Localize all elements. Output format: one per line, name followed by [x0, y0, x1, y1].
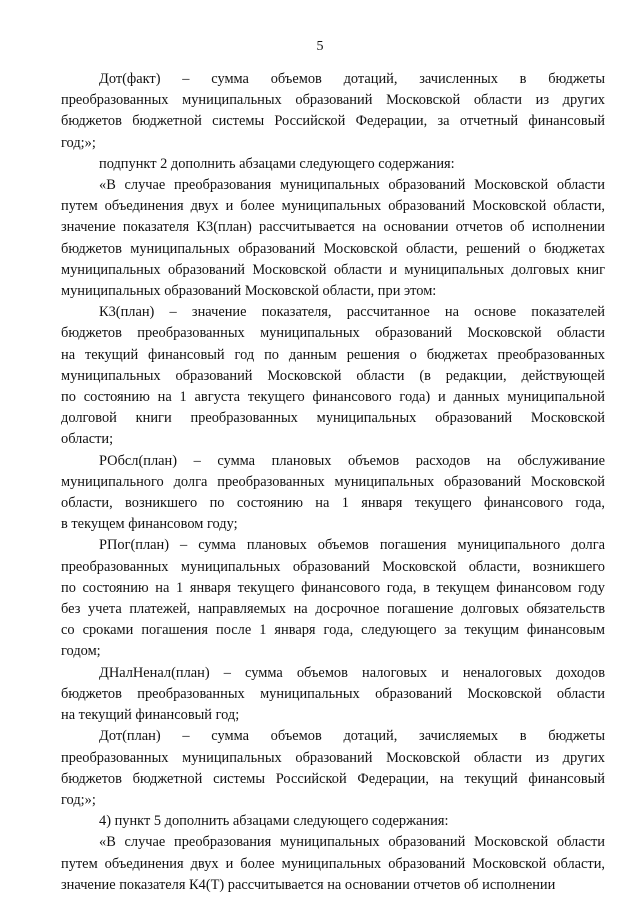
text-line: год;»; [61, 791, 96, 808]
paragraph-point-5 [61, 811, 605, 832]
text-line: РОбсл(план) – сумма плановых объемов расходов на обслуживание [99, 452, 605, 469]
text-line: преобразованных муниципальных образований Московской области из других [61, 92, 605, 109]
text-line: Дот(план) – сумма объемов дотаций, зачисляемых в бюджеты [99, 728, 605, 745]
text-line: муниципального долга преобразованных муниципальных образований Московской [61, 473, 605, 490]
text-line: ДНалНенал(план) – сумма объемов налоговых и неналоговых доходов [99, 664, 605, 681]
text-line: путем объединения двух и более муниципальных образований Московской области, [61, 855, 605, 872]
text-line: «В случае преобразования муниципальных образований Московской области [99, 834, 605, 851]
text-line: муниципальных образований Московской области, при этом: [61, 283, 437, 300]
text-line: в текущем финансовом году; [61, 516, 238, 533]
text-line: преобразованных муниципальных образований Московской области, возникшего [61, 558, 605, 575]
text-line: бюджетов преобразованных муниципальных образований Московской области [61, 325, 605, 342]
text-line: по состоянию на 1 августа текущего финансового года) и данных муниципальной [61, 389, 605, 406]
text-line: области, возникшего по состоянию на 1 января текущего финансового года, [61, 495, 605, 512]
text-line: бюджетов бюджетной системы Российской Федерации, на текущий финансовый [61, 770, 605, 787]
text-line: на текущий финансовый год; [61, 707, 240, 724]
text-line: «В случае преобразования муниципальных образований Московской области [99, 177, 605, 194]
text-line: значение показателя К4(Т) рассчитывается на основании отчетов об исполнении [61, 876, 556, 893]
paragraph-dnalnenal-plan [61, 663, 605, 727]
text-line: путем объединения двух и более муниципальных образований Московской области, [61, 198, 605, 215]
paragraph-k3-plan [61, 302, 605, 450]
paragraph-robsl-plan [61, 451, 605, 536]
paragraph-dot-plan [61, 726, 605, 811]
text-line: подпункт 2 дополнить абзацами следующего содержания: [99, 155, 455, 172]
text-line: РПог(план) – сумма плановых объемов погашения муниципального долга [99, 537, 605, 554]
text-line: бюджетов преобразованных муниципальных образований Московской области [61, 685, 605, 702]
document-body [61, 69, 605, 896]
page-number: 5 [316, 39, 324, 54]
text-line: со сроками погашения после 1 января года, следующего за текущим финансовым [61, 622, 605, 639]
text-line: Дот(факт) – сумма объемов дотаций, зачисленных в бюджеты [99, 71, 605, 87]
paragraph-k3-intro [61, 175, 605, 302]
paragraph-rpog-plan [61, 535, 605, 662]
text-line: значение показателя К3(план) рассчитывается на основании отчетов об исполнении [61, 219, 605, 236]
text-line: бюджетов бюджетной системы Российской Федерации, за отчетный финансовый [61, 113, 605, 130]
text-line: преобразованных муниципальных образований Московской области из других [61, 749, 605, 766]
text-line: годом; [61, 643, 101, 660]
text-line: без учета платежей, направляемых на досрочное погашение долговых обязательств [61, 601, 605, 618]
text-line: бюджетов муниципальных образований Московской области, решений о бюджетах [61, 240, 605, 257]
text-line: по состоянию на 1 января текущего финансового года, в текущем финансовом году [61, 579, 605, 596]
text-line: К3(план) – значение показателя, рассчитанное на основе показателей [99, 304, 605, 321]
paragraph-k4-intro [61, 832, 605, 896]
text-line: муниципальных образований Московской области (в редакции, действующей [61, 367, 605, 384]
text-line: на текущий финансовый год по данным решения о бюджетах преобразованных [61, 346, 605, 363]
text-line: долговой книги преобразованных муниципальных образований Московской [61, 410, 605, 427]
text-line: муниципальных образований Московской области и муниципальных долговых книг [61, 261, 605, 278]
text-line: 4) пункт 5 дополнить абзацами следующего содержания: [99, 813, 449, 830]
text-line: области; [61, 431, 114, 448]
text-line: год;»; [61, 134, 96, 151]
paragraph-subpoint-2 [61, 154, 605, 175]
paragraph-dot-fakt [61, 69, 605, 154]
